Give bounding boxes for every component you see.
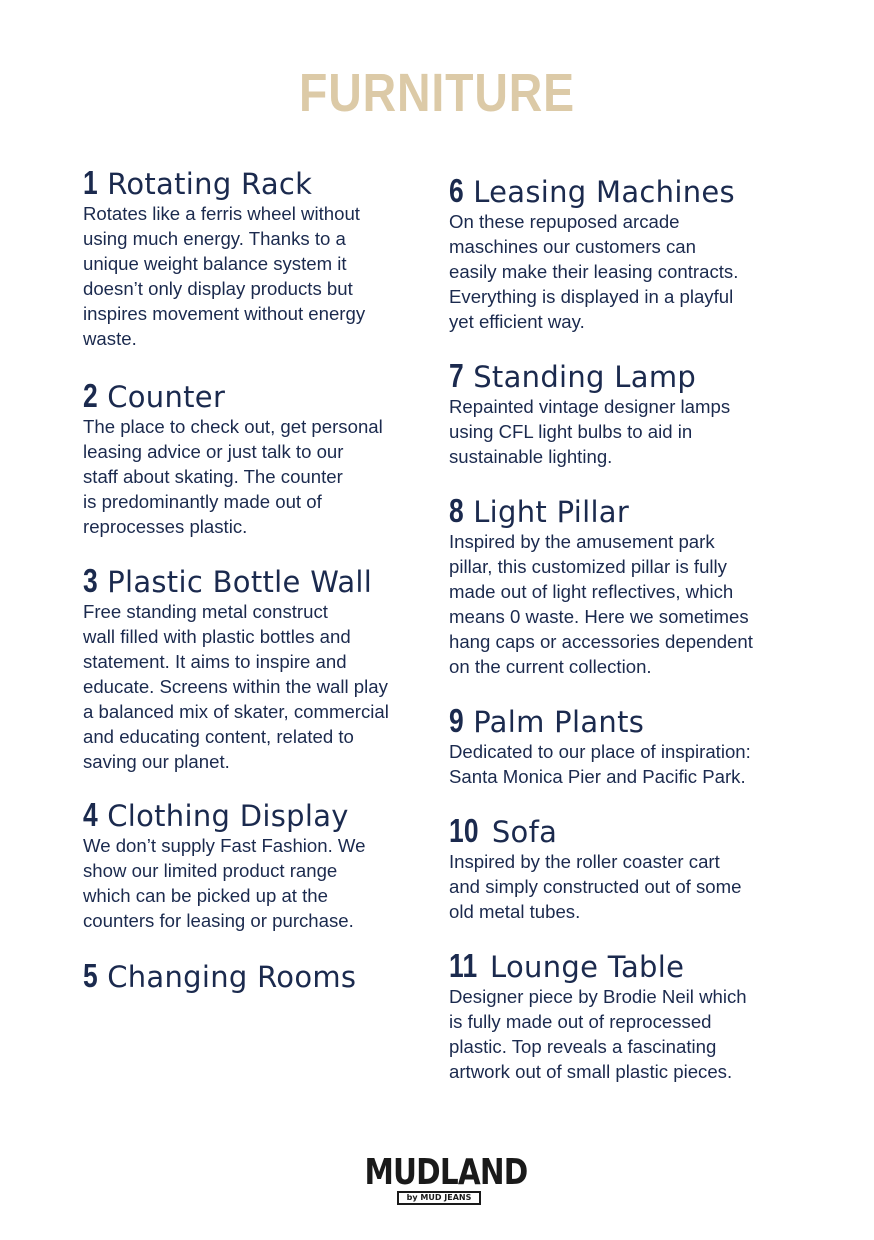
item-description: On these repuposed arcade maschines our customers can easily make their leasing contracts. Everything is displayed in a playful yet efficient way. — [449, 211, 739, 332]
item-number: 5 — [83, 957, 98, 994]
item-heading — [449, 174, 799, 209]
page-title: FURNITURE — [298, 63, 576, 123]
item-description: The place to check out, get personal leasing advice or just talk to our staff about skating. The counter is predominantly made out of reprocesses plastic. — [83, 416, 383, 537]
item-name: Sofa — [491, 815, 558, 849]
item-counter — [83, 379, 433, 539]
item-heading — [449, 814, 799, 849]
logo-subtitle: by MUD JEANS — [397, 1191, 481, 1205]
item-leasing-machines — [449, 174, 799, 334]
logo-wordmark: MUDLAND — [364, 1152, 528, 1193]
item-name: Leasing Machines — [473, 175, 735, 209]
item-heading — [83, 379, 433, 414]
item-heading — [83, 959, 433, 994]
item-heading — [83, 166, 433, 201]
item-standing-lamp — [449, 359, 799, 469]
item-heading — [449, 494, 799, 529]
item-description: Dedicated to our place of inspiration: Santa Monica Pier and Pacific Park. — [449, 741, 751, 787]
item-light-pillar — [449, 494, 799, 679]
item-name: Light Pillar — [473, 495, 630, 529]
item-number: 8 — [449, 492, 464, 529]
item-description: Inspired by the roller coaster cart and simply constructed out of some old metal tubes. — [449, 851, 742, 922]
item-description: Rotates like a ferris wheel without using much energy. Thanks to a unique weight balance system it doesn’t only display products but inspires movement without energy waste. — [83, 203, 366, 349]
item-name: Counter — [107, 380, 226, 414]
item-number: 10 — [449, 812, 479, 849]
item-rotating-rack — [83, 166, 433, 351]
item-number: 3 — [83, 562, 98, 599]
item-palm-plants — [449, 704, 799, 789]
item-name: Plastic Bottle Wall — [107, 565, 373, 599]
item-number: 6 — [449, 172, 464, 209]
item-description: Designer piece by Brodie Neil which is fully made out of reprocessed plastic. Top reveals a fascinating artwork out of small plastic pieces. — [449, 986, 747, 1082]
item-name: Changing Rooms — [107, 960, 357, 994]
item-heading — [83, 564, 433, 599]
item-name: Clothing Display — [107, 799, 349, 833]
item-name: Standing Lamp — [473, 360, 697, 394]
item-name: Palm Plants — [473, 705, 645, 739]
item-number: 2 — [83, 377, 98, 414]
item-sofa — [449, 814, 799, 924]
item-description: We don’t supply Fast Fashion. We show our limited product range which can be picked up at the counters for leasing or purchase. — [83, 835, 366, 931]
item-description: Free standing metal construct wall filled with plastic bottles and statement. It aims to inspire and educate. Screens within the wall play a balanced mix of skater, commercial and educating content, related to saving our planet. — [83, 601, 389, 772]
item-number: 4 — [83, 796, 98, 833]
item-number: 1 — [83, 164, 98, 201]
item-number: 11 — [449, 947, 478, 984]
item-heading — [83, 798, 433, 833]
mudland-logo — [349, 1152, 528, 1211]
item-changing-rooms — [83, 959, 433, 994]
item-number: 9 — [449, 702, 464, 739]
item-heading — [449, 949, 799, 984]
item-lounge-table — [449, 949, 799, 1084]
item-number: 7 — [449, 357, 464, 394]
item-description: Inspired by the amusement park pillar, this customized pillar is fully made out of light reflectives, which means 0 waste. Here we sometimes hang caps or accessories dependent on the current collection. — [449, 531, 753, 677]
item-heading — [449, 704, 799, 739]
item-plastic-bottle-wall — [83, 564, 433, 774]
item-name: Lounge Table — [490, 950, 685, 984]
item-name: Rotating Rack — [107, 167, 313, 201]
item-heading — [449, 359, 799, 394]
item-description: Repainted vintage designer lamps using CFL light bulbs to aid in sustainable lighting. — [449, 396, 731, 467]
item-clothing-display — [83, 798, 433, 933]
